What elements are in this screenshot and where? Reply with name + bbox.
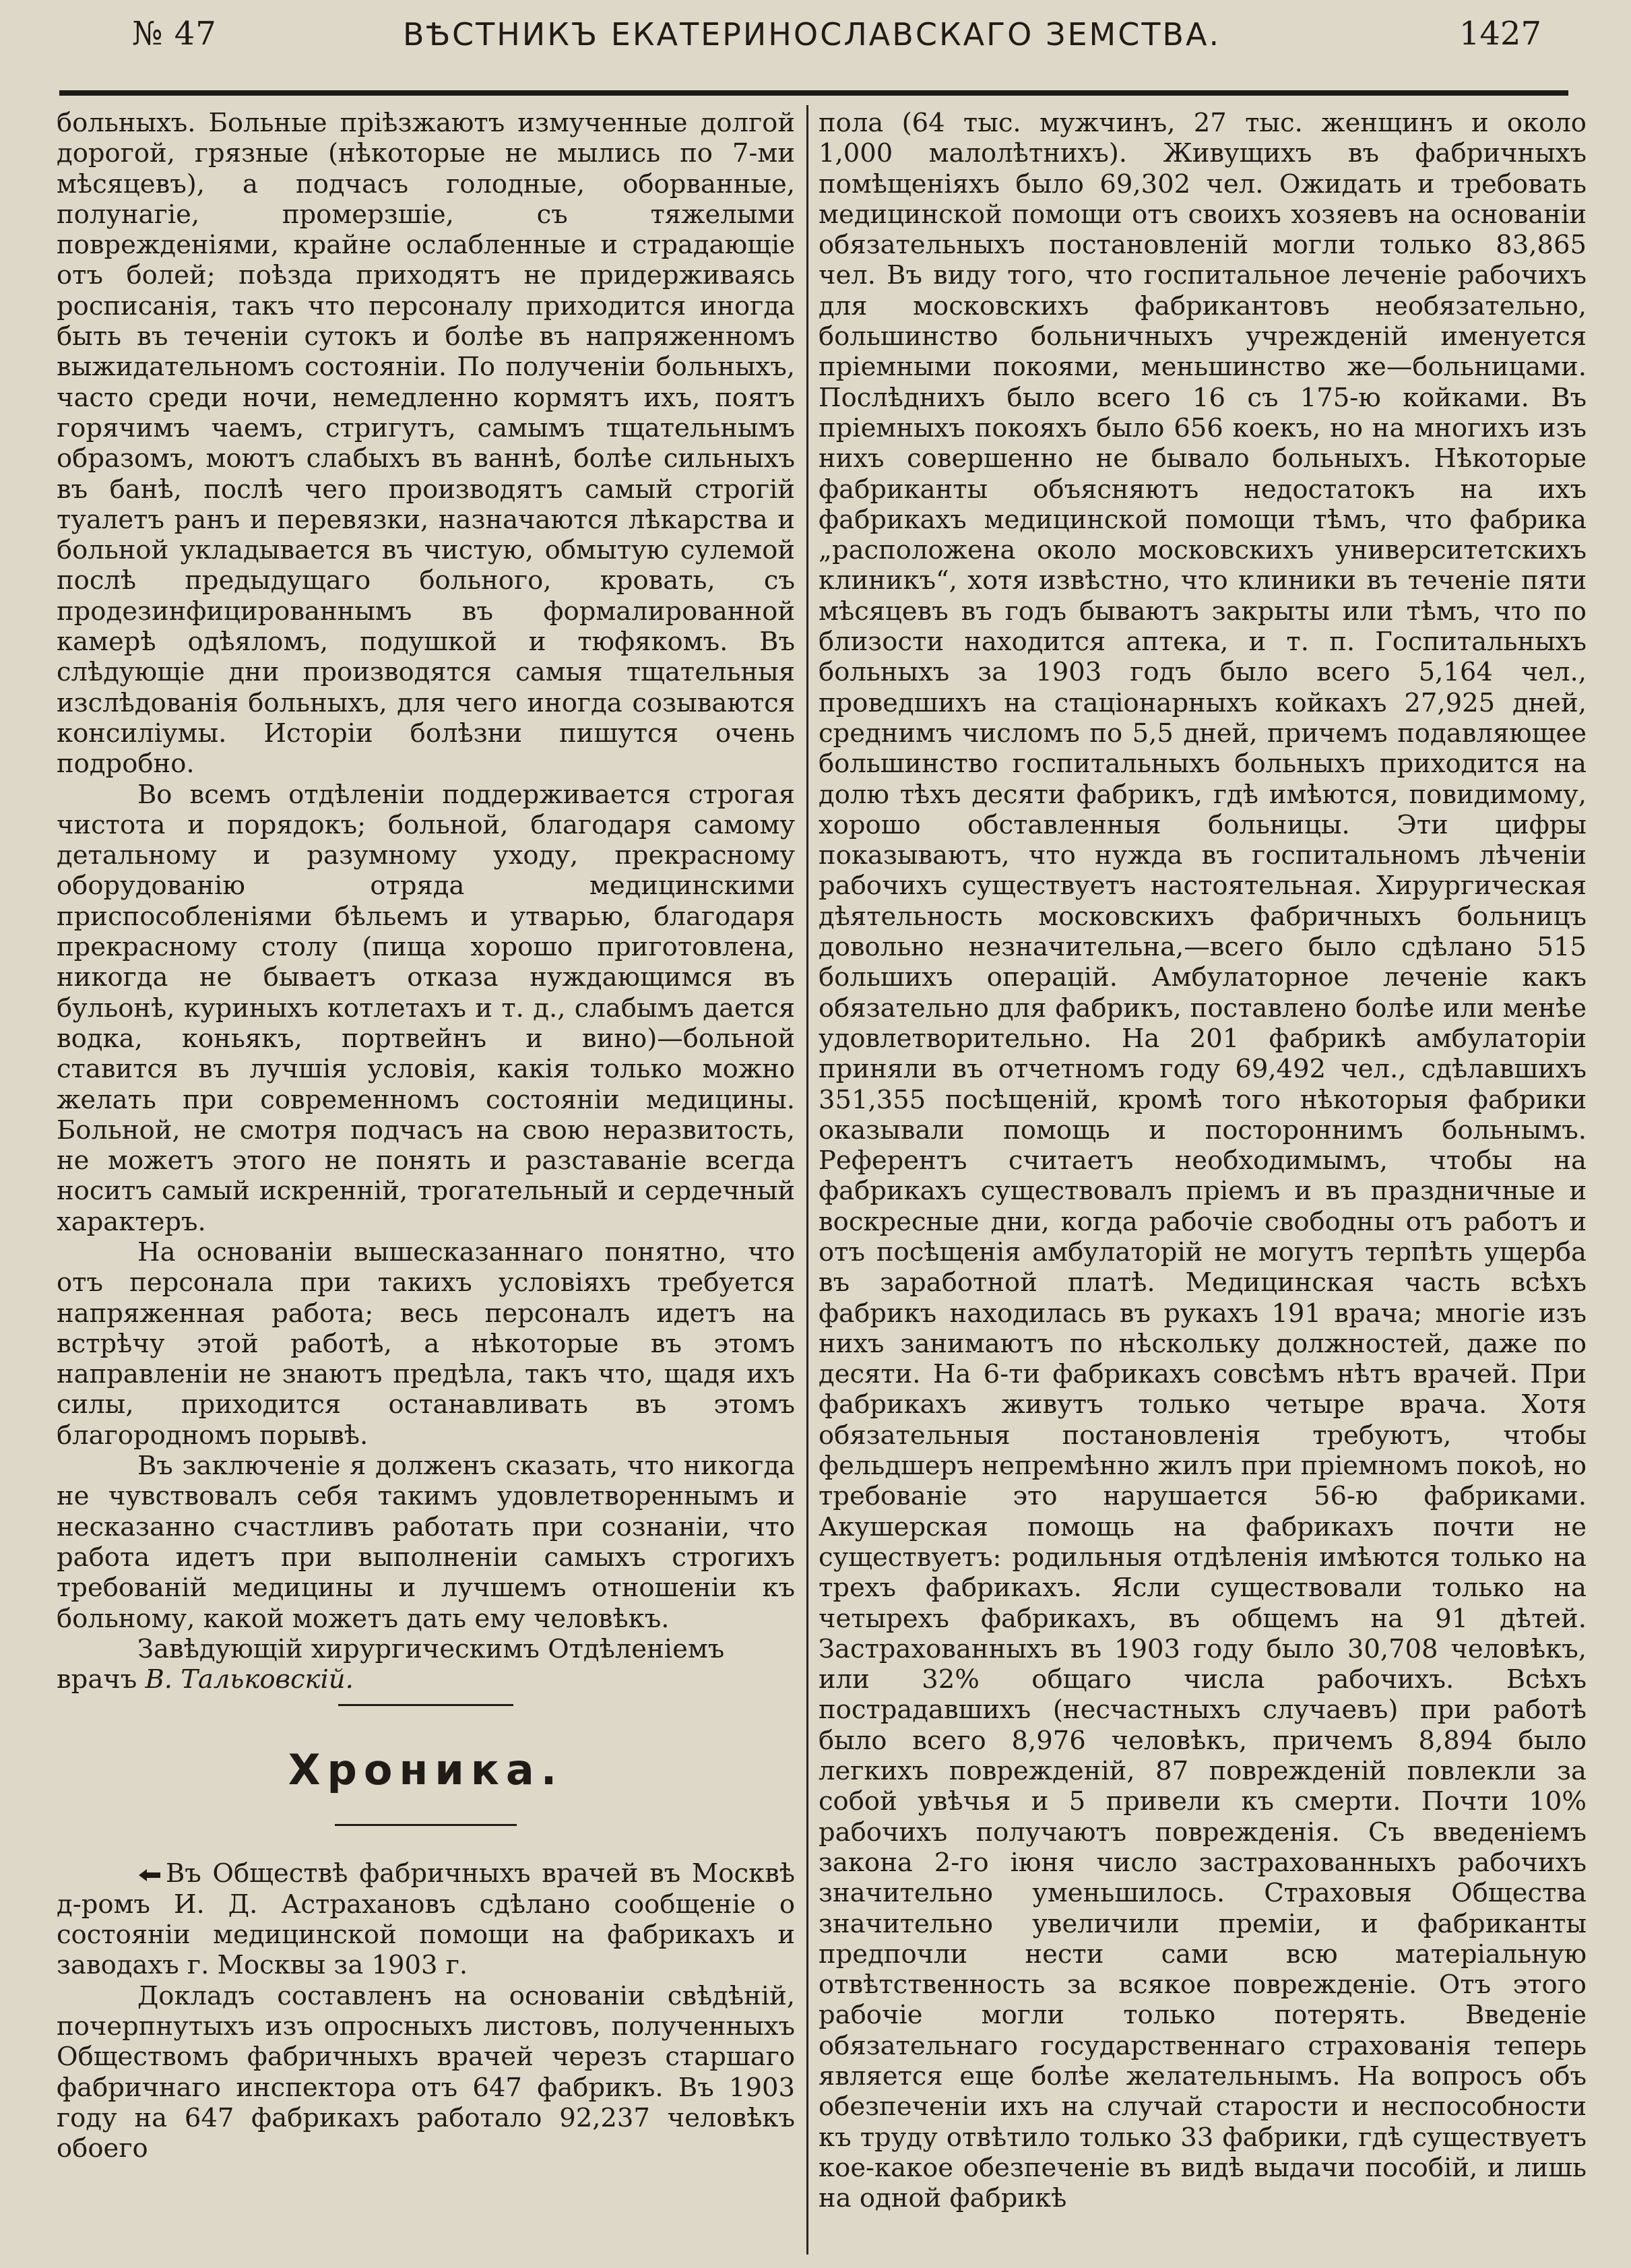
left-column	[57, 108, 795, 2164]
chronicle-paragraph: Докладъ составленъ на основаніи свѣдѣній, почерпнутыхъ изъ опросныхъ листовъ, полученныхъ Обществомъ фабричныхъ врачей черезъ старшаго фабричнаго инспектора отъ 647 фабрикъ. Въ 1903 году на 647 фабрикахъ работало 92,237 человѣкъ обоего	[57, 1980, 795, 2164]
signature-prefix: врачъ	[57, 1664, 137, 1695]
signature-role: Завѣдующій хирургическимъ Отдѣленіемъ	[137, 1633, 725, 1664]
chronicle-lead	[57, 1858, 795, 1980]
header-rule	[59, 90, 1568, 96]
signature-line	[57, 1664, 795, 1695]
article-paragraph: Въ заключеніе я долженъ сказать, что никогда не чувствовалъ себя такимъ удовлетвореннымъ и несказанно счастливъ работать при сознаніи, что работа идетъ при выполненіи самыхъ строгихъ требованій медицины и лучшемъ отношеніи къ больному, какой можетъ дать ему человѣкъ.	[57, 1451, 795, 1634]
journal-title: ВѢСТНИКЪ ЕКАТЕРИНОСЛАВСКАГО ЗЕМСТВА.	[403, 16, 1221, 53]
page-header	[53, 11, 1568, 59]
right-column	[819, 108, 1587, 2213]
page-number: 1427	[1459, 15, 1541, 53]
pointing-hand-icon	[137, 1867, 162, 1883]
divider	[335, 1824, 517, 1826]
divider	[338, 1704, 513, 1706]
signature-name: В. Тальковскій.	[145, 1664, 354, 1695]
issue-number: № 47	[132, 15, 217, 53]
article-paragraph: пола (64 тыс. мужчинъ, 27 тыс. женщинъ и около 1,000 малолѣтнихъ). Живущихъ въ фабричныхъ помѣщеніяхъ было 69,302 чел. Ожидать и требовать медицинской помощи отъ своихъ хозяевъ на основаніи обязательныхъ постановленій могли только 83,865 чел. Въ виду того, что госпитальное леченіе рабочихъ для московскихъ фабрикантовъ необязательно, большинство больничныхъ учрежденій именуется пріемными покоями, меньшинство же—больницами. Послѣднихъ было всего 16 съ 175-ю койками. Въ пріемныхъ покояхъ было 656 коекъ, но на многихъ изъ нихъ совершенно не бывало больныхъ. Нѣкоторые фабриканты объясняютъ недостатокъ на ихъ фабрикахъ медицинской помощи тѣмъ, что фабрика „расположена около московскихъ университетскихъ клиникъ“, хотя извѣстно, что клиники въ теченіе пяти мѣсяцевъ въ годъ бываютъ закрыты или тѣмъ, что по близости находится аптека, и т. п. Госпитальныхъ больныхъ за 1903 годъ было всего 5,164 чел., проведшихъ на стаціонарныхъ койкахъ 27,925 дней, среднимъ числомъ по 5,5 дней, причемъ подавляющее большинство госпитальныхъ больныхъ приходится на долю тѣхъ десяти фабрикъ, гдѣ имѣются, повидимому, хорошо обставленныя больницы. Эти цифры показываютъ, что нужда въ госпитальномъ лѣченіи рабочихъ существуетъ настоятельная. Хирургическая дѣятельность московскихъ фабричныхъ больницъ довольно незначительна,—всего было сдѣлано 515 большихъ операцій. Амбулаторное леченіе какъ обязательно для фабрикъ, поставлено болѣе или менѣе удовлетворительно. На 201 фабрикѣ амбулаторіи приняли въ отчетномъ году 69,492 чел., сдѣлавшихъ 351,355 посѣщеній, кромѣ того нѣкоторыя фабрики оказывали помощь и постороннимъ больнымъ. Референтъ считаетъ необходимымъ, чтобы на фабрикахъ существовалъ пріемъ и въ праздничные и воскресные дни, когда рабочіе свободны отъ работъ и отъ посѣщенія амбулаторій не могутъ терпѣть ущерба въ заработной платѣ. Медицинская часть всѣхъ фабрикъ находилась въ рукахъ 191 врача; многіе изъ нихъ занимаютъ по нѣскольку должностей, даже по десяти. На 6-ти фабрикахъ совсѣмъ нѣтъ врачей. При фабрикахъ живутъ только четыре врача. Хотя обязательныя постановленія требуютъ, чтобы фельдшеръ непремѣнно жилъ при пріемномъ покоѣ, но требованіе это нарушается 56-ю фабриками. Акушерская помощь на фабрикахъ почти не существуетъ: родильныя отдѣленія имѣются только на трехъ фабрикахъ. Ясли существовали только на четырехъ фабрикахъ, въ общемъ на 91 дѣтей. Застрахованныхъ въ 1903 году было 30,708 человѣкъ, или 32% общаго числа рабочихъ. Всѣхъ пострадавшихъ (несчастныхъ случаевъ) при работѣ было всего 8,976 человѣкъ, причемъ 8,894 было легкихъ поврежденій, 87 поврежденій повлекли за собой увѣчья и 5 привели къ смерти. Почти 10% рабочихъ получаютъ поврежденія. Съ введеніемъ закона 2-го іюня число застрахованныхъ рабочихъ значительно уменьшилось. Страховыя Общества значительно увеличили преміи, и фабриканты предпочли нести сами всю матеріальную отвѣтственность за всякое поврежденіе. Отъ этого рабочіе могли только потерять. Введеніе обязательнаго государственнаго страхованія теперь является еще болѣе желательнымъ. На вопросъ объ обезпеченіи ихъ на случай старости и неспособности къ труду отвѣтило только 33 фабрики, гдѣ существуетъ кое-какое обезпеченіе въ видѣ выдачи пособій, и лишь на одной фабрикѣ	[819, 108, 1587, 2214]
column-rule	[806, 105, 808, 2255]
article-paragraph: Во всемъ отдѣленіи поддерживается строгая чистота и порядокъ; больной, благодаря самому детальному и разумному уходу, прекрасному оборудованію отряда медицинскими приспособленіями бѣльемъ и утварью, благодаря прекрасному столу (пища хорошо приготовлена, никогда не бываетъ отказа нуждающимся въ бульонѣ, куриныхъ котлетахъ и т. д., слабымъ дается водка, коньякъ, портвейнъ и вино)—больной ставится въ лучшія условія, какія только можно желать при современномъ состояніи медицины. Больной, не смотря подчасъ на свою неразвитость, не можетъ этого не понять и разставаніе всегда носитъ самый искренній, трогательный и сердечный характеръ.	[57, 779, 795, 1237]
article-paragraph: На основаніи вышесказаннаго понятно, что отъ персонала при такихъ условіяхъ требуется напряженная работа; весь персоналъ идетъ на встрѣчу этой работѣ, а нѣкоторые въ этомъ направленіи не знаютъ предѣла, такъ что, щадя ихъ силы, приходится останавливать въ этомъ благородномъ порывѣ.	[57, 1236, 795, 1451]
chronicle-lead-text: Въ Обществѣ фабричныхъ врачей въ Москвѣ д-ромъ И. Д. Астрахановъ сдѣлано сообщеніе о состояніи медицинской помощи на фабрикахъ и заводахъ г. Москвы за 1903 г.	[57, 1858, 795, 1981]
section-title: Хроника.	[288, 1745, 564, 1795]
article-paragraph: больныхъ. Больные пріѣзжаютъ измученные долгой дорогой, грязные (нѣкоторые не мылись по 7-ми мѣсяцевъ), а подчасъ голодные, оборванные, полунагіе, промерзшіе, съ тяжелыми поврежденіями, крайне ослабленные и страдающіе отъ болей; поѣзда приходятъ не придерживаясь росписанія, такъ что персоналу приходится иногда быть въ теченіи сутокъ и болѣе въ напряженномъ выжидательномъ состояніи. По полученіи больныхъ, часто среди ночи, немедленно кормятъ ихъ, поятъ горячимъ чаемъ, стригутъ, самымъ тщательнымъ образомъ, моютъ слабыхъ въ ваннѣ, болѣе сильныхъ въ банѣ, послѣ чего производятъ самый строгій туалетъ ранъ и перевязки, назначаются лѣкарства и больной укладывается въ чистую, обмытую сулемой послѣ предыдущаго больного, кровать, съ продезинфицированнымъ въ формалированной камерѣ одѣяломъ, подушкой и тюфякомъ. Въ слѣдующіе дни производятся самыя тщательныя изслѣдованія больныхъ, для чего иногда созываются консиліумы. Исторіи болѣзни пишутся очень подробно.	[57, 108, 795, 780]
